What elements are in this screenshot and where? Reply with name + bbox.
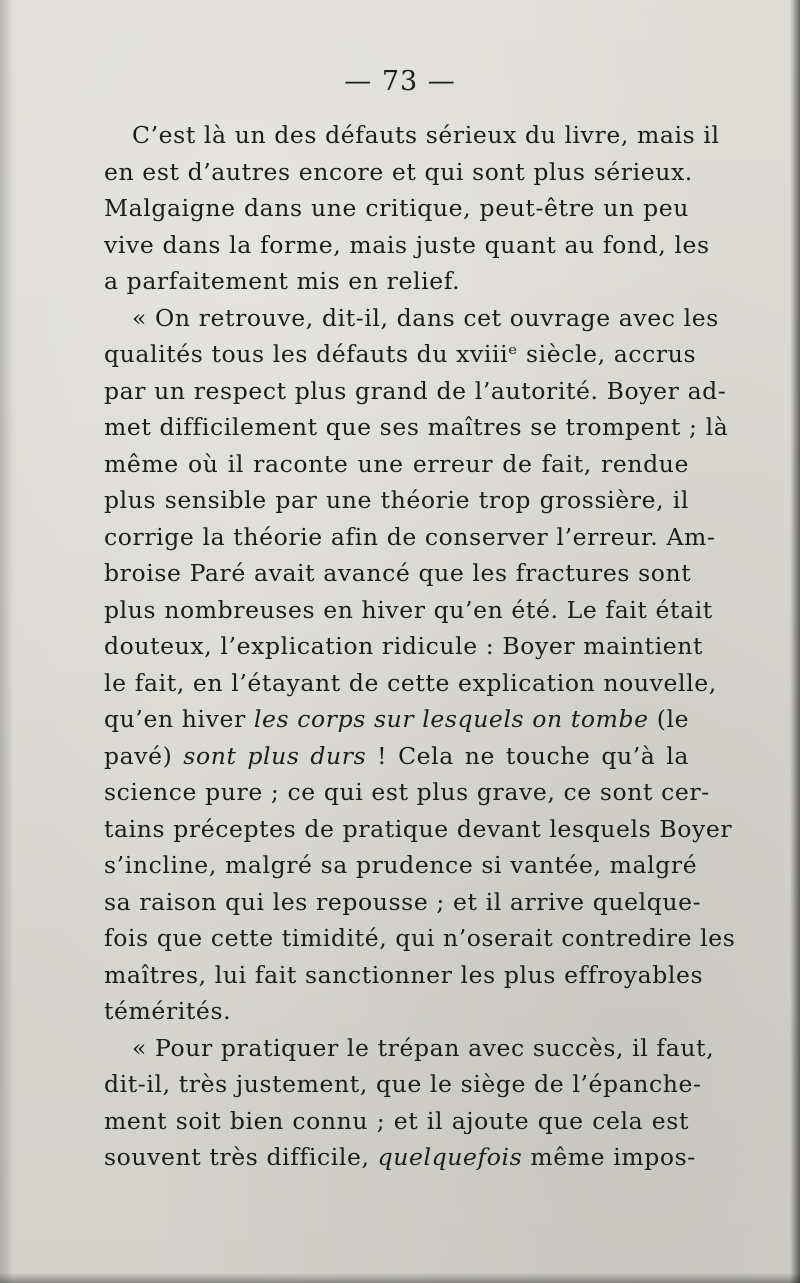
text-line (104, 628, 704, 665)
text-segment: « On retrouve, dit-il, dans cet ouvrage avec les (132, 303, 719, 332)
text-segment: maîtres, lui fait sanctionner les plus effroyables (104, 960, 704, 989)
text-segment: par un respect plus grand de l’autorité. Boyer ad- (104, 376, 727, 405)
text-segment: plus sensible par une théorie trop grossière, il (104, 486, 689, 514)
text-segment: met difficilement que ses maîtres se trompent ; là (104, 413, 729, 441)
text-segment: s’incline, malgré sa prudence si vantée, malgré (104, 851, 698, 879)
text-line (104, 373, 727, 410)
text-segment: tains préceptes de pratique devant lesquels Boyer (104, 814, 733, 843)
text-line (104, 774, 710, 811)
text-segment: vive dans la forme, mais juste quant au fond, les (104, 230, 710, 259)
text-line (104, 592, 713, 629)
page-shadow-right (790, 0, 800, 1283)
text-segment: dit-il, très justement, que le siège de l’épanche- (104, 1070, 702, 1098)
text-line (104, 665, 717, 702)
text-line (104, 409, 729, 446)
text-line (104, 847, 698, 884)
text-line (104, 957, 704, 994)
text-segment: témérités. (104, 997, 232, 1025)
text-segment: pavé) (104, 741, 184, 770)
text-segment: le fait, en l’étayant de cette explication nouvelle, (104, 668, 717, 697)
text-line (104, 884, 702, 921)
text-line (104, 482, 689, 519)
text-segment: C’est là un des défauts sérieux du livre, mais il (132, 121, 720, 149)
text-line (104, 519, 716, 556)
text-segment: douteux, l’explication ridicule : Boyer maintient (104, 632, 704, 660)
text-segment: science pure ; ce qui est plus grave, ce sont cer- (104, 778, 710, 806)
text-line (104, 701, 689, 738)
text-line (104, 1066, 702, 1103)
text-line (104, 811, 733, 848)
text-segment: corrige la théorie afin de conserver l’erreur. Am- (104, 522, 716, 551)
text-line (104, 993, 689, 1030)
text-line (104, 227, 710, 264)
text-line (104, 336, 697, 373)
italic-text: sont plus durs (183, 741, 367, 770)
page-number: — 73 — (344, 66, 456, 97)
text-line (104, 446, 689, 483)
page-shadow-bottom (0, 1273, 800, 1283)
italic-text: les corps sur lesquels on tombe (253, 705, 649, 733)
text-line (104, 920, 736, 957)
text-segment: souvent très difficile, (104, 1143, 378, 1171)
text-segment: (le (648, 705, 690, 733)
italic-text: quelquefois (377, 1143, 523, 1171)
page-shadow-left (0, 0, 14, 1283)
text-segment: sa raison qui les repousse ; et il arrive quelque- (104, 887, 702, 916)
text-line (104, 1103, 689, 1140)
text-segment: même où il raconte une erreur de fait, rendue (104, 449, 689, 478)
text-line (104, 300, 719, 337)
text-line (104, 263, 689, 300)
text-line (104, 1139, 696, 1176)
text-segment: ment soit bien connu ; et il ajoute que cela est (104, 1106, 689, 1135)
text-segment: fois que cette timidité, qui n’oserait contredire les (104, 924, 736, 952)
text-line (104, 555, 692, 592)
text-segment: broise Paré avait avancé que les fractures sont (104, 559, 692, 587)
text-segment: ! Cela ne touche qu’à la (366, 741, 689, 770)
text-segment: Malgaigne dans une critique, peut-être un peu (104, 194, 689, 222)
body-text (104, 117, 736, 1176)
text-segment: plus nombreuses en hiver qu’en été. Le fait était (104, 595, 713, 624)
text-segment: qu’en hiver (104, 705, 254, 733)
text-line (104, 190, 689, 227)
text-line (104, 154, 693, 191)
text-segment: a parfaitement mis en relief. (104, 267, 461, 295)
text-segment: « Pour pratiquer le trépan avec succès, il faut, (132, 1033, 715, 1062)
text-segment: en est d’autres encore et qui sont plus sérieux. (104, 157, 693, 186)
text-line (104, 1030, 715, 1067)
text-segment: même impos- (522, 1143, 696, 1171)
text-line (104, 117, 720, 154)
text-line (104, 738, 689, 775)
text-segment: qualités tous les défauts du xviiiᵉ siècle, accrus (104, 340, 697, 368)
